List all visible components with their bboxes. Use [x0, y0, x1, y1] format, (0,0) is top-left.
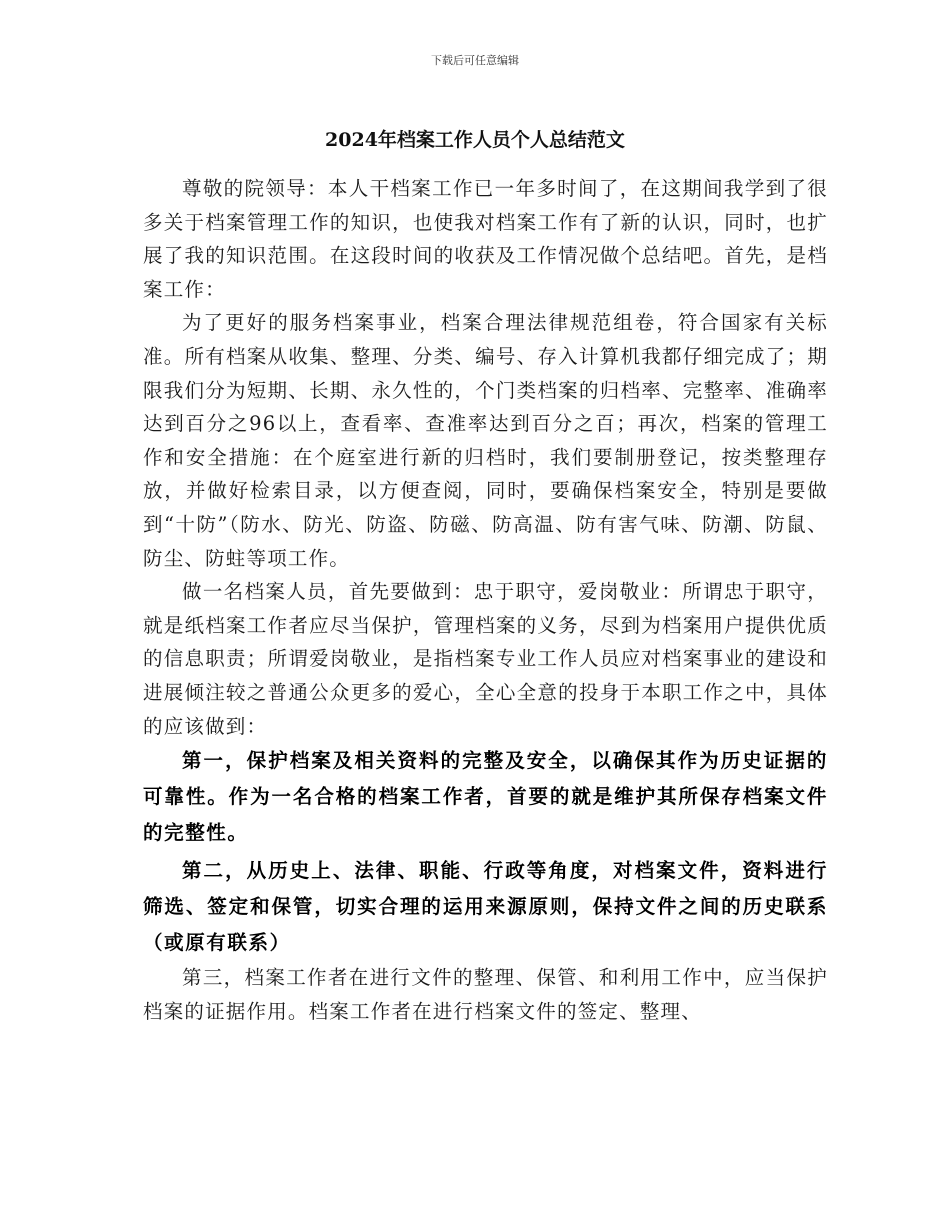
paragraph-point-three: 第三，档案工作者在进行文件的整理、保管、和利用工作中，应当保护档案的证据作用。档案工作者在进行档案文件的签定、整理、: [143, 966, 828, 1023]
paragraph-intro: 尊敬的院领导：本人干档案工作已一年多时间了，在这期间我学到了很多关于档案管理工作的知识，也使我对档案工作有了新的认识，同时，也扩展了我的知识范围。在这段时间的收获及工作情况做个总结吧。首先，是档案工作：: [143, 177, 828, 301]
document-body: [143, 172, 828, 1028]
paragraph-archive-work: 为了更好的服务档案事业，档案合理法律规范组卷，符合国家有关标准。所有档案从收集、整理、分类、编号、存入计算机我都仔细完成了；期限我们分为短期、长期、永久性的，个门类档案的归档率、完整率、准确率达到百分之96以上，查看率、查准率达到百分之百；再次，档案的管理工作和安全措施：在个庭室进行新的归档时，我们要制册登记，按类整理存放，并做好检索目录，以方便查阅，同时，要确保档案安全，特别是要做到“十防”（防水、防光、防盗、防磁、防高温、防有害气味、防潮、防鼠、防尘、防蛀等项工作。: [143, 311, 828, 570]
paragraph-point-two: 第二，从历史上、法律、职能、行政等角度，对档案文件，资料进行筛选、签定和保管，切实合理的运用来源原则，保持文件之间的历史联系（或原有联系）: [143, 859, 828, 955]
page-header-note: 下载后可任意编辑: [431, 54, 519, 67]
paragraph-point-one: 第一，保护档案及相关资料的完整及安全，以确保其作为历史证据的可靠性。作为一名合格的档案工作者，首要的就是维护其所保存档案文件的完整性。: [143, 749, 828, 845]
paragraph-duties: 做一名档案人员，首先要做到：忠于职守，爱岗敬业：所谓忠于职守，就是纸档案工作者应尽当保护，管理档案的义务，尽到为档案用户提供优质的信息职责；所谓爱岗敬业，是指档案专业工作人员应对档案事业的建设和进展倾注较之普通公众更多的爱心，全心全意的投身于本职工作之中，具体的应该做到：: [143, 580, 828, 738]
document-title: 2024年档案工作人员个人总结范文: [325, 129, 625, 151]
